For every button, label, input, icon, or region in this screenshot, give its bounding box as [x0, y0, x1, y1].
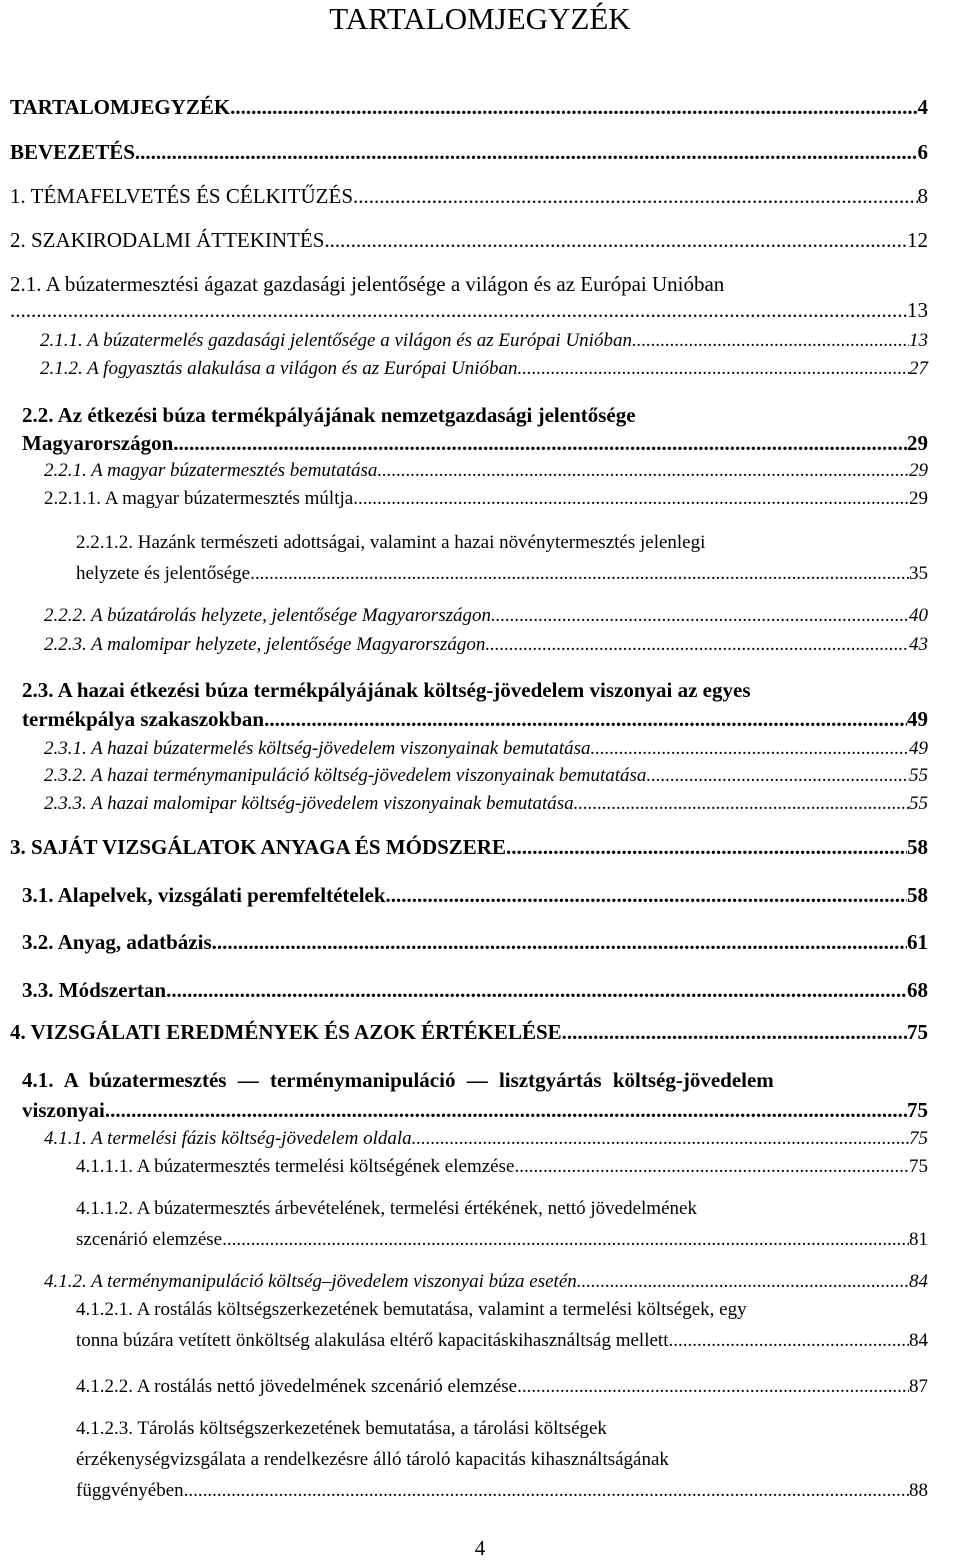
toc-entry-title: 3. SAJÁT VIZSGÁLATOK ANYAGA ÉS MÓDSZERE [10, 835, 506, 859]
toc-entry-title: 2.3.2. A hazai terménymanipuláció költség-jövedelem viszonyainak bemutatása [44, 765, 647, 786]
toc-entry-title: 2.2.1.1. A magyar búzatermesztés múltja [44, 488, 354, 509]
toc-entry-title-line[interactable]: 4.1.1.2. A búzatermesztés árbevételének, termelési értékének, nettó jövedelmének [76, 1198, 697, 1219]
toc-entry-title: 2.2.2. A búzatárolás helyzete, jelentősége Magyarországon [44, 605, 491, 626]
toc-entry[interactable] [10, 1019, 928, 1045]
toc-dot-leader [562, 1019, 907, 1045]
toc-entry-title: 4.1.2. A terménymanipuláció költség–jövedelem viszonyai búza esetén [44, 1271, 577, 1292]
toc-entry-title: 4.1.2.2. A rostálás nettó jövedelmének szcenárió elemzése [76, 1376, 518, 1397]
toc-entry-title: helyzete és jelentősége [76, 563, 251, 584]
toc-dot-leader [517, 1374, 909, 1400]
toc-entry-page: 55 [909, 793, 928, 814]
toc-entry[interactable] [44, 1126, 928, 1152]
toc-entry-title: 4.1.1. A termelési fázis költség-jövedelem oldala [44, 1128, 412, 1149]
toc-dot-leader [517, 356, 909, 382]
toc-entry[interactable] [10, 183, 928, 209]
toc-entry-title-line[interactable]: 2.2.1.2. Hazánk természeti adottságai, valamint a hazai növénytermesztés jelenlegi [76, 532, 706, 553]
toc-dot-leader [250, 561, 909, 587]
toc-entry-page: 55 [909, 765, 928, 786]
toc-entry-page: 49 [909, 738, 928, 759]
toc-entry-title: függvényében [76, 1480, 184, 1501]
toc-entry[interactable] [76, 1374, 928, 1400]
toc-entry-page: 49 [907, 707, 928, 731]
toc-dot-leader [105, 1097, 907, 1123]
toc-entry[interactable] [10, 139, 928, 165]
toc-dot-leader [646, 763, 909, 789]
toc-entry-title: tonna búzára vetített önköltség alakulása eltérő kapacitáskihasználtság mellett [76, 1330, 669, 1351]
toc-entry[interactable] [22, 430, 928, 456]
toc-entry-title: 2.2.1. A magyar búzatermesztés bemutatása [44, 460, 378, 481]
toc-entry[interactable] [44, 736, 928, 762]
toc-entry[interactable] [44, 632, 928, 658]
toc-entry-page: 13 [907, 298, 928, 322]
toc-entry[interactable] [44, 791, 928, 817]
toc-entry-title-line[interactable]: 2.2. Az étkezési búza termékpályájának nemzetgazdasági jelentősége [22, 403, 636, 427]
toc-entry-page: 88 [909, 1480, 928, 1501]
toc-entry[interactable] [22, 929, 928, 955]
toc-entry[interactable] [10, 297, 928, 323]
toc-dot-leader [184, 1478, 909, 1504]
toc-entry-page: 75 [907, 1098, 928, 1122]
toc-entry-page: 75 [909, 1156, 928, 1177]
toc-entry[interactable] [76, 1227, 928, 1253]
toc-entry[interactable] [10, 94, 928, 120]
toc-entry-page: 75 [909, 1128, 928, 1149]
toc-entry-title: szcenárió elemzése [76, 1229, 223, 1250]
toc-entry[interactable] [44, 486, 928, 512]
toc-dot-leader [324, 227, 907, 253]
toc-entry[interactable] [40, 328, 928, 354]
toc-entry-title: 3.1. Alapelvek, vizsgálati peremfeltételek [22, 883, 386, 907]
toc-dot-leader [668, 1328, 909, 1354]
toc-dot-leader [222, 1227, 909, 1253]
toc-entry-page: 13 [909, 330, 928, 351]
toc-entry-page: 29 [909, 488, 928, 509]
toc-entry-page: 75 [907, 1020, 928, 1044]
toc-dot-leader [353, 183, 917, 209]
toc-entry-title: viszonyai [22, 1098, 105, 1122]
toc-dot-leader [574, 791, 909, 817]
toc-dot-leader [386, 882, 907, 908]
toc-dot-leader [377, 458, 909, 484]
toc-entry[interactable] [44, 603, 928, 629]
toc-dot-leader [173, 430, 907, 456]
toc-dot-leader [491, 603, 909, 629]
toc-entry[interactable] [22, 977, 928, 1003]
toc-entry[interactable] [44, 763, 928, 789]
toc-entry-title-line[interactable]: 4.1. A búzatermesztés — terménymanipuláció — lisztgyártás költség-jövedelem [22, 1068, 774, 1092]
toc-entry[interactable] [44, 1269, 928, 1295]
toc-entry-page: 8 [917, 184, 928, 208]
toc-entry[interactable] [76, 1328, 928, 1354]
toc-entry-title-line[interactable]: 2.1. A búzatermesztési ágazat gazdasági jelentősége a világon és az Európai Unióban [10, 272, 725, 296]
toc-entry-title-line[interactable]: 4.1.2.3. Tárolás költségszerkezetének bemutatása, a tárolási költségek [76, 1418, 607, 1439]
toc-entry-page: 84 [909, 1271, 928, 1292]
toc-dot-leader [412, 1126, 909, 1152]
toc-entry[interactable] [44, 458, 928, 484]
toc-entry-page: 12 [907, 228, 928, 252]
toc-entry-title: 2.3.3. A hazai malomipar költség-jövedelem viszonyainak bemutatása [44, 793, 574, 814]
toc-entry-page: 81 [909, 1229, 928, 1250]
toc-entry[interactable] [40, 356, 928, 382]
toc-dot-leader [506, 834, 907, 860]
toc-entry-title: TARTALOMJEGYZÉK [10, 95, 231, 119]
toc-entry[interactable] [22, 882, 928, 908]
page-number: 4 [474, 1536, 486, 1560]
toc-entry-title: 4.1.1.1. A búzatermesztés termelési költségének elemzése [76, 1156, 515, 1177]
toc-dot-leader [577, 1269, 909, 1295]
toc-entry-title: Magyarországon [22, 431, 174, 455]
toc-entry[interactable] [10, 227, 928, 253]
toc-dot-leader [514, 1154, 909, 1180]
toc-dot-leader [230, 94, 917, 120]
toc-entry-title: BEVEZETÉS [10, 140, 135, 164]
toc-entry-title: 2.1.1. A búzatermelés gazdasági jelentősége a világon és az Európai Unióban [40, 330, 632, 351]
toc-entry-title: termékpálya szakaszokban [22, 707, 265, 731]
toc-entry-page: 29 [909, 460, 928, 481]
toc-entry[interactable] [22, 1097, 928, 1123]
toc-entry[interactable] [76, 1154, 928, 1180]
toc-dot-leader [10, 297, 907, 323]
toc-entry-title-line[interactable]: érzékenységvizsgálata a rendelkezésre álló tároló kapacitás kihasználtságának [76, 1449, 669, 1470]
toc-entry-page: 43 [909, 634, 928, 655]
toc-entry-page: 29 [907, 431, 928, 455]
toc-dot-leader [135, 139, 918, 165]
toc-entry[interactable] [76, 561, 928, 587]
toc-entry-page: 84 [909, 1330, 928, 1351]
toc-entry-title-line[interactable]: 4.1.2.1. A rostálás költségszerkezetének bemutatása, valamint a termelési költségek, egy [76, 1299, 747, 1320]
toc-entry-title: 3.3. Módszertan [22, 978, 167, 1002]
toc-entry-title: 2.3.1. A hazai búzatermelés költség-jövedelem viszonyainak bemutatása [44, 738, 591, 759]
toc-entry-title: 4. VIZSGÁLATI EREDMÉNYEK ÉS AZOK ÉRTÉKELÉSE [10, 1020, 562, 1044]
toc-dot-leader [591, 736, 909, 762]
toc-entry[interactable] [22, 706, 928, 732]
toc-entry-title-line[interactable]: 2.3. A hazai étkezési búza termékpályájának költség-jövedelem viszonyai az egyes [22, 678, 751, 702]
toc-entry-page: 61 [907, 930, 928, 954]
toc-entry-page: 58 [907, 835, 928, 859]
toc-entry-title: 2.1.2. A fogyasztás alakulása a világon és az Európai Unióban [40, 358, 518, 379]
page-title: TARTALOMJEGYZÉK [329, 1, 631, 36]
toc-entry-page: 35 [909, 563, 928, 584]
toc-entry-title: 2.2.3. A malomipar helyzete, jelentősége Magyarországon [44, 634, 486, 655]
toc-entry-page: 68 [907, 978, 928, 1002]
toc-entry-page: 58 [907, 883, 928, 907]
toc-entry[interactable] [76, 1478, 928, 1504]
toc-entry-page: 27 [909, 358, 928, 379]
toc-entry[interactable] [10, 834, 928, 860]
toc-entry-page: 6 [917, 140, 928, 164]
toc-dot-leader [264, 706, 907, 732]
toc-entry-title: 2. SZAKIRODALMI ÁTTEKINTÉS [10, 228, 325, 252]
toc-entry-page: 4 [917, 95, 928, 119]
toc-entry-page: 40 [909, 605, 928, 626]
toc-dot-leader [166, 977, 907, 1003]
toc-dot-leader [632, 328, 909, 354]
toc-entry-page: 87 [909, 1376, 928, 1397]
toc-dot-leader [212, 929, 907, 955]
toc-dot-leader [485, 632, 909, 658]
toc-entry-title: 3.2. Anyag, adatbázis [22, 930, 212, 954]
toc-dot-leader [353, 486, 909, 512]
toc-entry-title: 1. TÉMAFELVETÉS ÉS CÉLKITŰZÉS [10, 184, 354, 208]
